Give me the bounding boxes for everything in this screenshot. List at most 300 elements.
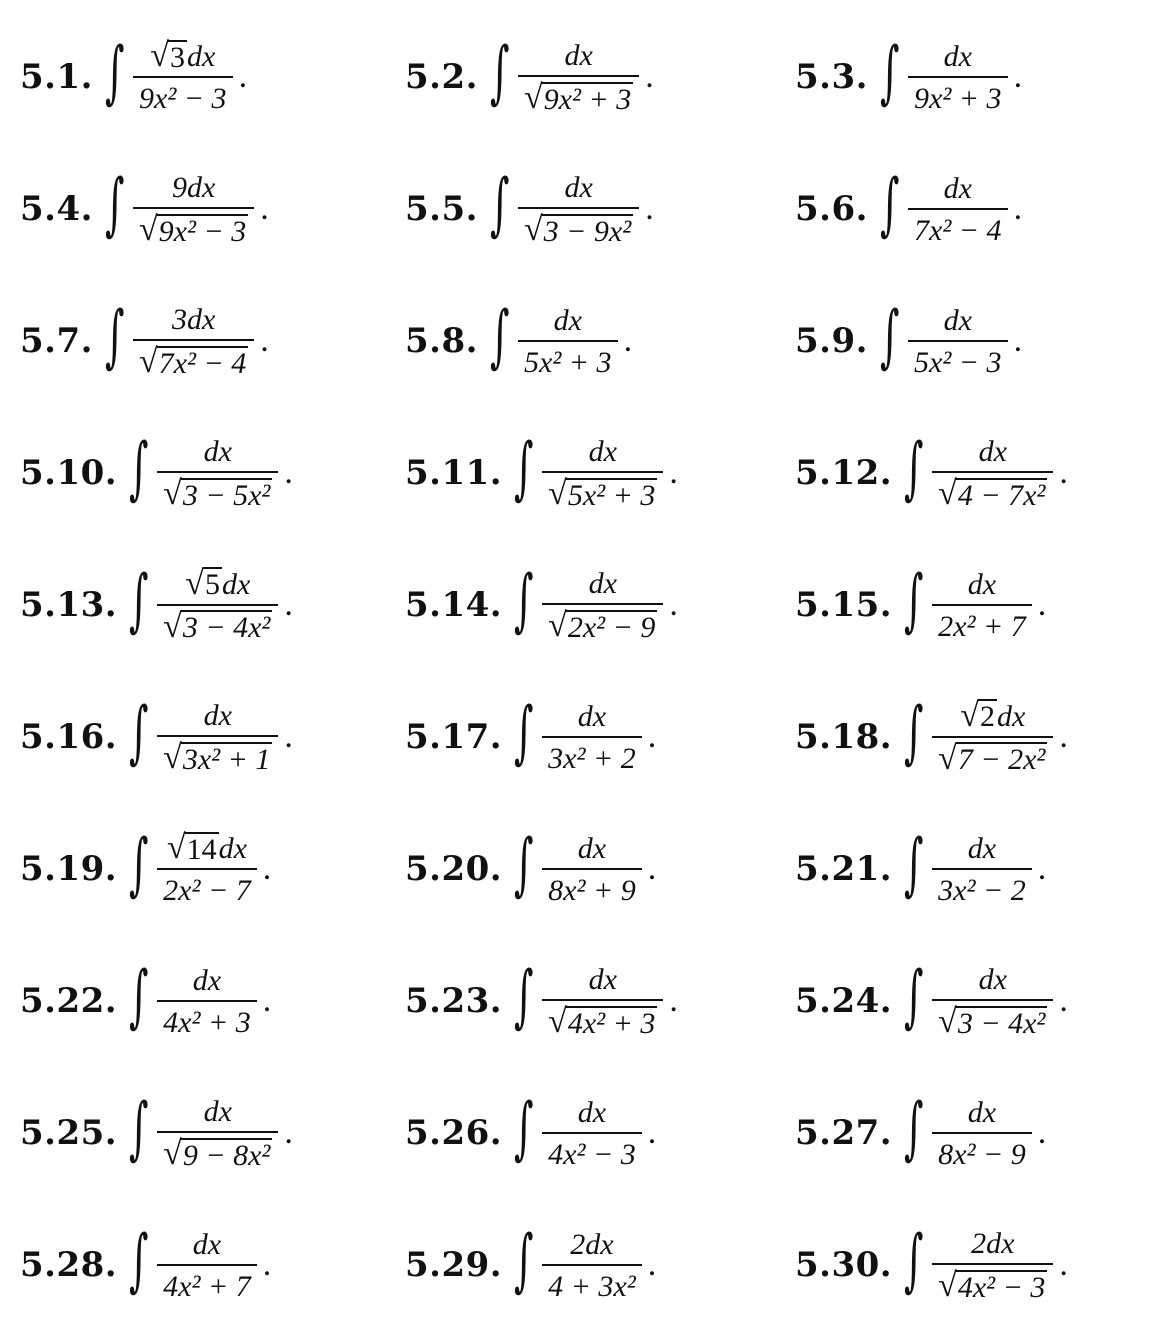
integral-problem xyxy=(795,154,1022,264)
numerator xyxy=(938,304,978,337)
problem-number: 5.13. xyxy=(20,585,118,625)
fraction xyxy=(908,172,1008,247)
denominator-text: 5x² + 3 xyxy=(524,345,612,379)
denominator xyxy=(157,1006,257,1039)
radical-sign: √ xyxy=(139,343,158,380)
numerator-text: dx xyxy=(218,832,247,865)
denominator xyxy=(542,742,642,775)
integral-problem xyxy=(405,286,632,396)
integral-problem xyxy=(405,1210,656,1320)
fraction-bar xyxy=(157,471,278,473)
fraction xyxy=(542,700,642,775)
denominator xyxy=(133,345,254,379)
fraction xyxy=(932,963,1053,1039)
integral-sign: ∫ xyxy=(490,297,510,376)
integral-sign: ∫ xyxy=(514,429,534,508)
period: . xyxy=(623,322,633,359)
denominator xyxy=(932,610,1032,643)
numerator-text: dx xyxy=(192,963,222,997)
period: . xyxy=(647,718,657,755)
fraction-bar xyxy=(932,604,1032,606)
denominator-text: 3x² + 1 xyxy=(182,742,271,776)
fraction-bar xyxy=(542,603,663,605)
numerator-text: dx xyxy=(943,303,972,337)
radical-sign: √ xyxy=(938,1267,957,1304)
radical-sign: √ xyxy=(548,475,567,512)
numerator-text: dx xyxy=(221,567,251,601)
radical-sign: √ xyxy=(163,1135,182,1172)
fraction xyxy=(542,963,663,1039)
fraction xyxy=(932,696,1053,777)
denominator-text: 4 − 7x² xyxy=(957,478,1046,512)
numerator-text: dx xyxy=(967,1095,997,1129)
numerator xyxy=(198,699,238,732)
period: . xyxy=(1059,718,1068,755)
period: . xyxy=(647,1114,657,1151)
period: . xyxy=(645,190,654,227)
radical-sign: √ xyxy=(548,607,567,644)
denominator-text: 3x² + 2 xyxy=(548,741,636,775)
numerator-radicand: 3 xyxy=(169,40,185,74)
integral-sign: ∫ xyxy=(904,429,924,508)
fraction-bar xyxy=(542,471,663,473)
fraction-bar xyxy=(518,75,639,77)
numerator xyxy=(166,303,221,336)
numerator xyxy=(583,435,623,468)
fraction xyxy=(932,1227,1053,1303)
integral-problem xyxy=(20,1078,293,1188)
denominator xyxy=(542,1138,642,1171)
fraction-bar xyxy=(133,207,254,209)
problem-number: 5.19. xyxy=(20,849,118,889)
numerator-text: dx xyxy=(577,831,607,865)
integral-problem xyxy=(405,814,656,924)
numerator xyxy=(583,567,623,600)
integral-sign: ∫ xyxy=(129,1221,149,1300)
numerator xyxy=(572,700,612,733)
fraction-bar xyxy=(157,868,257,870)
problem-number: 5.28. xyxy=(20,1245,118,1285)
period: . xyxy=(669,454,678,491)
denominator-text: 7 − 2x² xyxy=(957,743,1046,776)
fraction xyxy=(542,832,642,907)
denominator-text: 9 − 8x² xyxy=(182,1138,271,1172)
integral-problem xyxy=(795,946,1068,1056)
numerator-text: dx xyxy=(967,567,997,601)
denominator-text: 9x² + 3 xyxy=(543,82,632,116)
integral-problem xyxy=(405,682,656,792)
numerator-text: dx xyxy=(577,699,607,733)
fraction-bar xyxy=(932,736,1053,738)
denominator xyxy=(518,213,639,247)
denominator xyxy=(932,874,1032,907)
numerator xyxy=(973,435,1013,468)
problem-number: 5.21. xyxy=(795,849,893,889)
numerator-text: dx xyxy=(943,171,972,205)
integral-sign: ∫ xyxy=(129,825,149,904)
integral-sign: ∫ xyxy=(904,561,924,640)
problem-number: 5.8. xyxy=(405,321,478,361)
numerator-radicand: 5 xyxy=(204,568,220,601)
period: . xyxy=(1059,982,1068,1019)
numerator-text: dx xyxy=(203,435,232,468)
integral-problem xyxy=(20,286,269,396)
integral-problem xyxy=(795,1078,1046,1188)
numerator-text: dx xyxy=(192,1227,222,1261)
integral-problem xyxy=(405,22,654,132)
numerator-text: dx xyxy=(203,1095,232,1128)
denominator xyxy=(542,874,642,907)
integral-sign: ∫ xyxy=(490,33,510,112)
integral-problem xyxy=(795,1210,1068,1320)
fraction xyxy=(157,699,278,775)
numerator-text: dx xyxy=(564,171,593,204)
denominator xyxy=(932,739,1053,777)
denominator-text: 4x² − 3 xyxy=(957,1270,1046,1304)
numerator-text: dx xyxy=(967,831,997,865)
denominator-text: 3 − 5x² xyxy=(182,478,271,512)
fraction-bar xyxy=(932,1263,1053,1265)
period: . xyxy=(1013,322,1023,359)
denominator-text: 3 − 4x² xyxy=(957,1006,1046,1040)
problem-number: 5.29. xyxy=(405,1245,503,1285)
radical-sign: √ xyxy=(524,79,543,116)
integral-sign: ∫ xyxy=(514,693,534,772)
denominator xyxy=(133,82,233,115)
numerator xyxy=(161,831,253,865)
fraction-bar xyxy=(542,1132,642,1134)
numerator-text: dx xyxy=(186,40,216,73)
integral-problem xyxy=(20,1210,271,1320)
integral-sign: ∫ xyxy=(904,825,924,904)
numerator xyxy=(965,1227,1020,1260)
fraction-bar xyxy=(908,340,1008,342)
fraction-bar xyxy=(542,736,642,738)
radical-sign: √ xyxy=(139,211,158,248)
numerator-text: dx xyxy=(577,1095,607,1129)
numerator-text: dx xyxy=(203,699,232,732)
denominator-text: 4x² + 7 xyxy=(163,1269,251,1303)
fraction xyxy=(542,1228,642,1303)
fraction-bar xyxy=(908,76,1008,78)
problem-number: 5.10. xyxy=(20,453,118,493)
fraction xyxy=(157,1228,257,1303)
integral-problem xyxy=(20,418,293,528)
radical-sign: √ xyxy=(938,739,957,777)
numerator-text: dx xyxy=(943,39,972,73)
denominator xyxy=(157,741,278,775)
fraction xyxy=(542,435,663,511)
period: . xyxy=(284,1114,293,1151)
problem-number: 5.2. xyxy=(405,57,478,97)
numerator xyxy=(962,1096,1002,1129)
numerator-text: dx xyxy=(996,699,1026,733)
problem-number: 5.23. xyxy=(405,981,503,1021)
integral-sign: ∫ xyxy=(129,1089,149,1168)
numerator xyxy=(583,963,623,996)
problem-number: 5.6. xyxy=(795,189,868,229)
denominator xyxy=(542,609,663,643)
period: . xyxy=(1013,58,1023,95)
fraction xyxy=(932,1096,1032,1171)
denominator-text: 3 − 4x² xyxy=(182,611,271,644)
fraction xyxy=(908,304,1008,379)
numerator-text: dx xyxy=(588,963,617,996)
fraction xyxy=(157,831,257,907)
numerator xyxy=(962,568,1002,601)
integral-problem xyxy=(20,682,293,792)
denominator-text: 7x² − 4 xyxy=(158,346,247,380)
radical-sign: √ xyxy=(960,696,979,734)
radical-sign: √ xyxy=(185,564,204,602)
numerator-text: 3dx xyxy=(171,303,216,336)
problem-number: 5.15. xyxy=(795,585,893,625)
fraction xyxy=(518,304,618,379)
fraction-bar xyxy=(133,339,254,341)
problem-number: 5.1. xyxy=(20,57,93,97)
denominator-text: 9x² − 3 xyxy=(158,214,247,248)
problem-number: 5.26. xyxy=(405,1113,503,1153)
period: . xyxy=(669,586,678,623)
integral-sign: ∫ xyxy=(904,1221,924,1300)
denominator-text: 9x² − 3 xyxy=(139,82,227,115)
fraction-bar xyxy=(157,1131,278,1133)
fraction-bar xyxy=(157,1000,257,1002)
integral-sign: ∫ xyxy=(880,165,900,244)
denominator-text: 9x² + 3 xyxy=(914,81,1002,115)
problem-number: 5.25. xyxy=(20,1113,118,1153)
period: . xyxy=(262,982,272,1019)
problem-number: 5.20. xyxy=(405,849,503,889)
period: . xyxy=(260,322,269,359)
numerator xyxy=(144,39,221,73)
denominator xyxy=(542,1005,663,1039)
fraction xyxy=(157,1095,278,1171)
numerator xyxy=(166,171,221,204)
fraction-bar xyxy=(932,471,1053,473)
fraction xyxy=(518,39,639,115)
denominator-text: 8x² − 9 xyxy=(938,1137,1026,1171)
numerator xyxy=(954,696,1031,734)
numerator xyxy=(187,1228,227,1261)
radical-sign: √ xyxy=(548,1003,567,1040)
numerator-text: dx xyxy=(588,567,617,600)
denominator-text: 3x² − 2 xyxy=(938,873,1026,907)
radical-sign: √ xyxy=(938,1003,957,1040)
integral-problem xyxy=(405,1078,656,1188)
numerator xyxy=(938,40,978,73)
problem-number: 5.27. xyxy=(795,1113,893,1153)
numerator-text: 2dx xyxy=(971,1227,1015,1260)
numerator-radicand: 2 xyxy=(979,700,995,733)
denominator xyxy=(908,214,1008,247)
numerator-text: dx xyxy=(978,435,1007,468)
fraction xyxy=(542,1096,642,1171)
denominator xyxy=(542,1270,642,1303)
integral-problem xyxy=(405,946,678,1056)
denominator xyxy=(542,477,663,511)
integral-sign: ∫ xyxy=(514,1221,534,1300)
denominator-text: 4x² − 3 xyxy=(548,1137,636,1171)
period: . xyxy=(647,1246,657,1283)
radical-sign: √ xyxy=(938,475,957,512)
period: . xyxy=(284,718,293,755)
radical-sign: √ xyxy=(166,829,186,866)
problem-number: 5.12. xyxy=(795,453,893,493)
numerator xyxy=(198,1095,238,1128)
period: . xyxy=(284,454,293,491)
integral-problem xyxy=(795,814,1046,924)
period: . xyxy=(284,586,293,623)
integral-problem xyxy=(795,418,1068,528)
fraction-bar xyxy=(157,604,278,606)
integral-sign: ∫ xyxy=(514,957,534,1036)
numerator xyxy=(179,564,256,602)
integral-problem xyxy=(20,550,293,660)
fraction-bar xyxy=(542,1264,642,1266)
integral-problem xyxy=(795,286,1022,396)
numerator xyxy=(187,964,227,997)
fraction-bar xyxy=(157,1264,257,1266)
fraction-bar xyxy=(157,735,278,737)
denominator xyxy=(932,1138,1032,1171)
denominator-text: 4x² + 3 xyxy=(567,1006,656,1040)
denominator-text: 8x² + 9 xyxy=(548,873,636,907)
fraction xyxy=(932,568,1032,643)
denominator-text: 3 − 9x² xyxy=(543,214,632,248)
numerator xyxy=(973,963,1013,996)
problem-number: 5.5. xyxy=(405,189,478,229)
integral-problem xyxy=(405,154,654,264)
integral-sign: ∫ xyxy=(105,165,125,244)
fraction xyxy=(133,303,254,379)
denominator xyxy=(932,1005,1053,1039)
numerator-text: 2dx xyxy=(570,1227,614,1261)
period: . xyxy=(647,850,657,887)
denominator xyxy=(908,346,1008,379)
denominator-text: 7x² − 4 xyxy=(914,213,1002,247)
radical-sign: √ xyxy=(150,37,169,74)
fraction xyxy=(908,40,1008,115)
period: . xyxy=(1037,1114,1047,1151)
numerator-text: dx xyxy=(553,303,582,337)
integral-sign: ∫ xyxy=(904,1089,924,1168)
integral-sign: ∫ xyxy=(105,33,125,112)
fraction xyxy=(157,964,257,1039)
fraction xyxy=(932,435,1053,511)
denominator xyxy=(157,607,278,645)
integral-problem xyxy=(795,550,1046,660)
problem-number: 5.11. xyxy=(405,453,503,493)
problem-number: 5.7. xyxy=(20,321,93,361)
period: . xyxy=(1059,454,1068,491)
radical-sign: √ xyxy=(163,607,182,645)
fraction xyxy=(157,435,278,511)
integral-problem xyxy=(405,418,678,528)
fraction-bar xyxy=(542,868,642,870)
integral-problem xyxy=(405,550,678,660)
integral-sign: ∫ xyxy=(880,297,900,376)
integral-problem xyxy=(20,814,271,924)
integral-problem xyxy=(20,154,269,264)
radical-sign: √ xyxy=(524,211,543,248)
integral-sign: ∫ xyxy=(105,297,125,376)
fraction-bar xyxy=(518,207,639,209)
denominator xyxy=(157,477,278,511)
integral-problem xyxy=(795,682,1068,792)
denominator xyxy=(518,346,618,379)
period: . xyxy=(262,1246,272,1283)
integral-sign: ∫ xyxy=(490,165,510,244)
numerator-text: dx xyxy=(588,435,617,468)
denominator xyxy=(908,82,1008,115)
numerator xyxy=(198,435,238,468)
numerator xyxy=(564,1228,619,1261)
problem-number: 5.14. xyxy=(405,585,503,625)
numerator xyxy=(572,832,612,865)
fraction xyxy=(133,39,233,115)
denominator-text: 5x² − 3 xyxy=(914,345,1002,379)
numerator xyxy=(548,304,588,337)
fraction xyxy=(542,567,663,643)
numerator-text: dx xyxy=(978,963,1007,996)
period: . xyxy=(669,982,678,1019)
denominator xyxy=(518,81,639,115)
denominator-text: 2x² − 7 xyxy=(163,874,251,907)
period: . xyxy=(262,850,272,887)
fraction xyxy=(157,564,278,645)
period: . xyxy=(1037,850,1047,887)
fraction-bar xyxy=(908,208,1008,210)
fraction-bar xyxy=(542,999,663,1001)
problem-number: 5.30. xyxy=(795,1245,893,1285)
integral-sign: ∫ xyxy=(129,561,149,640)
problem-number: 5.16. xyxy=(20,717,118,757)
integral-sign: ∫ xyxy=(129,693,149,772)
problem-number: 5.3. xyxy=(795,57,868,97)
denominator-text: 5x² + 3 xyxy=(567,478,656,512)
denominator-text: 4 + 3x² xyxy=(548,1269,636,1303)
integral-problem xyxy=(795,22,1022,132)
period: . xyxy=(260,190,269,227)
fraction-bar xyxy=(932,868,1032,870)
numerator-text: 9dx xyxy=(171,171,216,204)
integral-sign: ∫ xyxy=(514,825,534,904)
numerator-radicand: 14 xyxy=(186,832,217,866)
fraction-bar xyxy=(932,999,1053,1001)
problem-number: 5.22. xyxy=(20,981,118,1021)
numerator xyxy=(962,832,1002,865)
period: . xyxy=(1037,586,1047,623)
problem-number: 5.18. xyxy=(795,717,893,757)
denominator xyxy=(157,874,257,907)
denominator-text: 2x² + 7 xyxy=(938,609,1026,643)
fraction xyxy=(932,832,1032,907)
period: . xyxy=(238,58,248,95)
fraction-bar xyxy=(932,1132,1032,1134)
period: . xyxy=(1059,1246,1068,1283)
integral-sign: ∫ xyxy=(129,957,149,1036)
fraction xyxy=(518,171,639,247)
problem-number: 5.9. xyxy=(795,321,868,361)
numerator xyxy=(558,39,598,72)
fraction xyxy=(133,171,254,247)
radical-sign: √ xyxy=(163,475,182,512)
integral-problem xyxy=(20,22,247,132)
integral-sign: ∫ xyxy=(129,429,149,508)
problem-number: 5.4. xyxy=(20,189,93,229)
denominator-text: 2x² − 9 xyxy=(567,610,656,644)
